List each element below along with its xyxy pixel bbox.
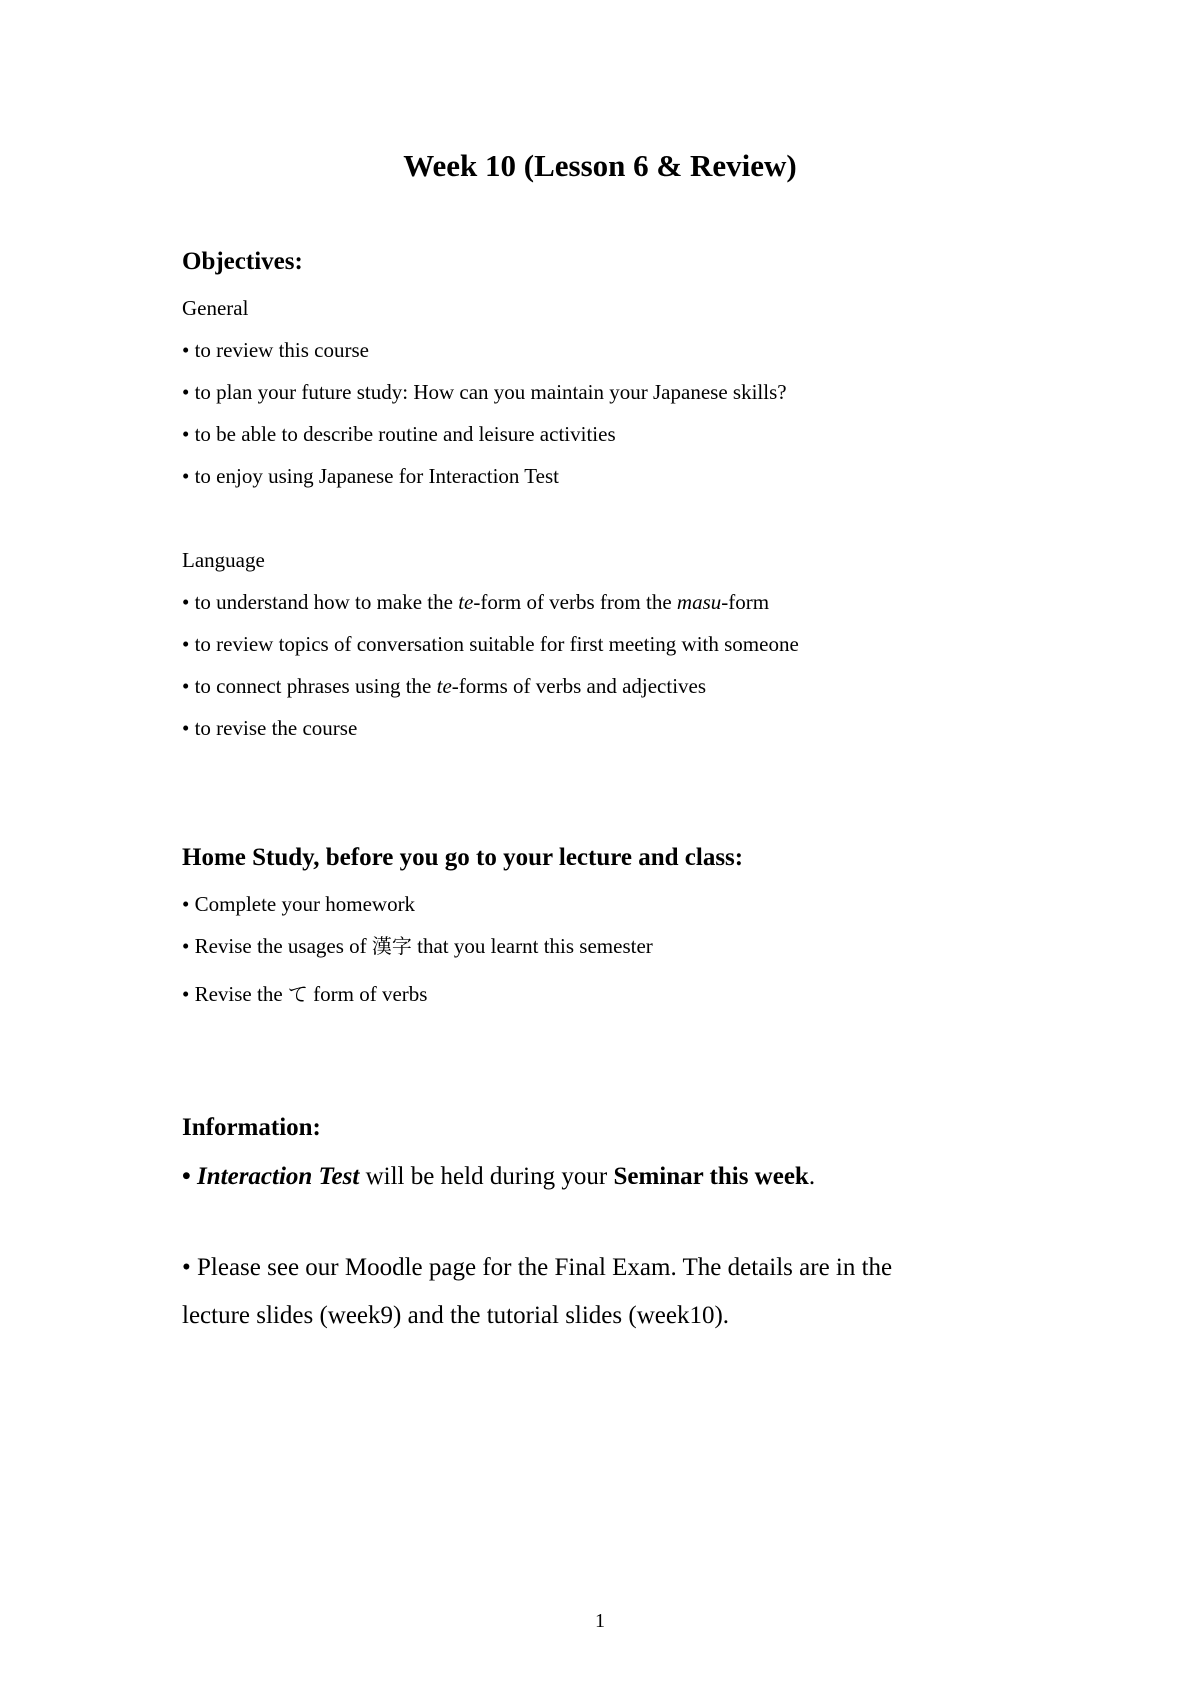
language-item-4: • to revise the course — [182, 716, 358, 740]
home-study-item-3-text-post: form of verbs — [307, 982, 428, 1006]
general-item-1: • to review this course — [182, 338, 369, 362]
language-item-3-text-post: -forms of verbs and adjectives — [451, 674, 707, 698]
kanji-term: 漢字 — [371, 934, 412, 958]
page-title: Week 10 (Lesson 6 & Review) — [403, 148, 797, 183]
home-study-item-3 — [182, 980, 427, 1008]
home-study-heading: Home Study, before you go to your lecture and class: — [182, 844, 744, 871]
general-item-3: • to be able to describe routine and leisure activities — [182, 422, 616, 446]
te-hiragana: て — [287, 982, 308, 1006]
home-study-item-2-text-pre: • Revise the usages of — [182, 934, 372, 958]
language-item-1-text-mid: -form of verbs from the — [473, 590, 677, 614]
general-label: General — [182, 296, 249, 320]
language-item-3-text-pre: • to connect phrases using the — [182, 674, 437, 698]
objectives-heading: Objectives: — [182, 248, 303, 275]
te-term: te — [458, 590, 474, 614]
information-item-1-text-end: . — [808, 1163, 816, 1190]
home-study-item-2 — [182, 932, 653, 960]
information-heading: Information: — [182, 1114, 321, 1141]
language-label: Language — [182, 548, 265, 572]
home-study-item-2-text-post: that you learnt this semester — [411, 934, 653, 958]
seminar-term: Seminar this week — [613, 1163, 809, 1190]
page-number: 1 — [595, 1610, 605, 1632]
general-item-4: • to enjoy using Japanese for Interaction Test — [182, 464, 559, 488]
information-item-1-text-mid: will be held during your — [359, 1163, 614, 1190]
language-item-1 — [182, 588, 769, 616]
information-item-2-line-2: lecture slides (week9) and the tutorial slides (week10). — [182, 1302, 730, 1329]
home-study-item-3-text-pre: • Revise the — [182, 982, 288, 1006]
te-term: te — [436, 674, 452, 698]
home-study-item-1: • Complete your homework — [182, 892, 416, 916]
masu-term: masu — [676, 590, 722, 614]
language-item-1-text-post: -form — [721, 590, 770, 614]
information-bullet: • — [182, 1163, 198, 1190]
general-item-2: • to plan your future study: How can you maintain your Japanese skills? — [182, 380, 787, 404]
language-item-1-text-pre: • to understand how to make the — [182, 590, 459, 614]
language-item-2: • to review topics of conversation suitable for first meeting with someone — [182, 632, 799, 656]
language-item-3 — [182, 672, 706, 700]
information-item-2-line-1: • Please see our Moodle page for the Final Exam. The details are in the — [182, 1254, 893, 1281]
information-item-1 — [182, 1160, 815, 1194]
interaction-test-term: Interaction Test — [197, 1163, 360, 1190]
